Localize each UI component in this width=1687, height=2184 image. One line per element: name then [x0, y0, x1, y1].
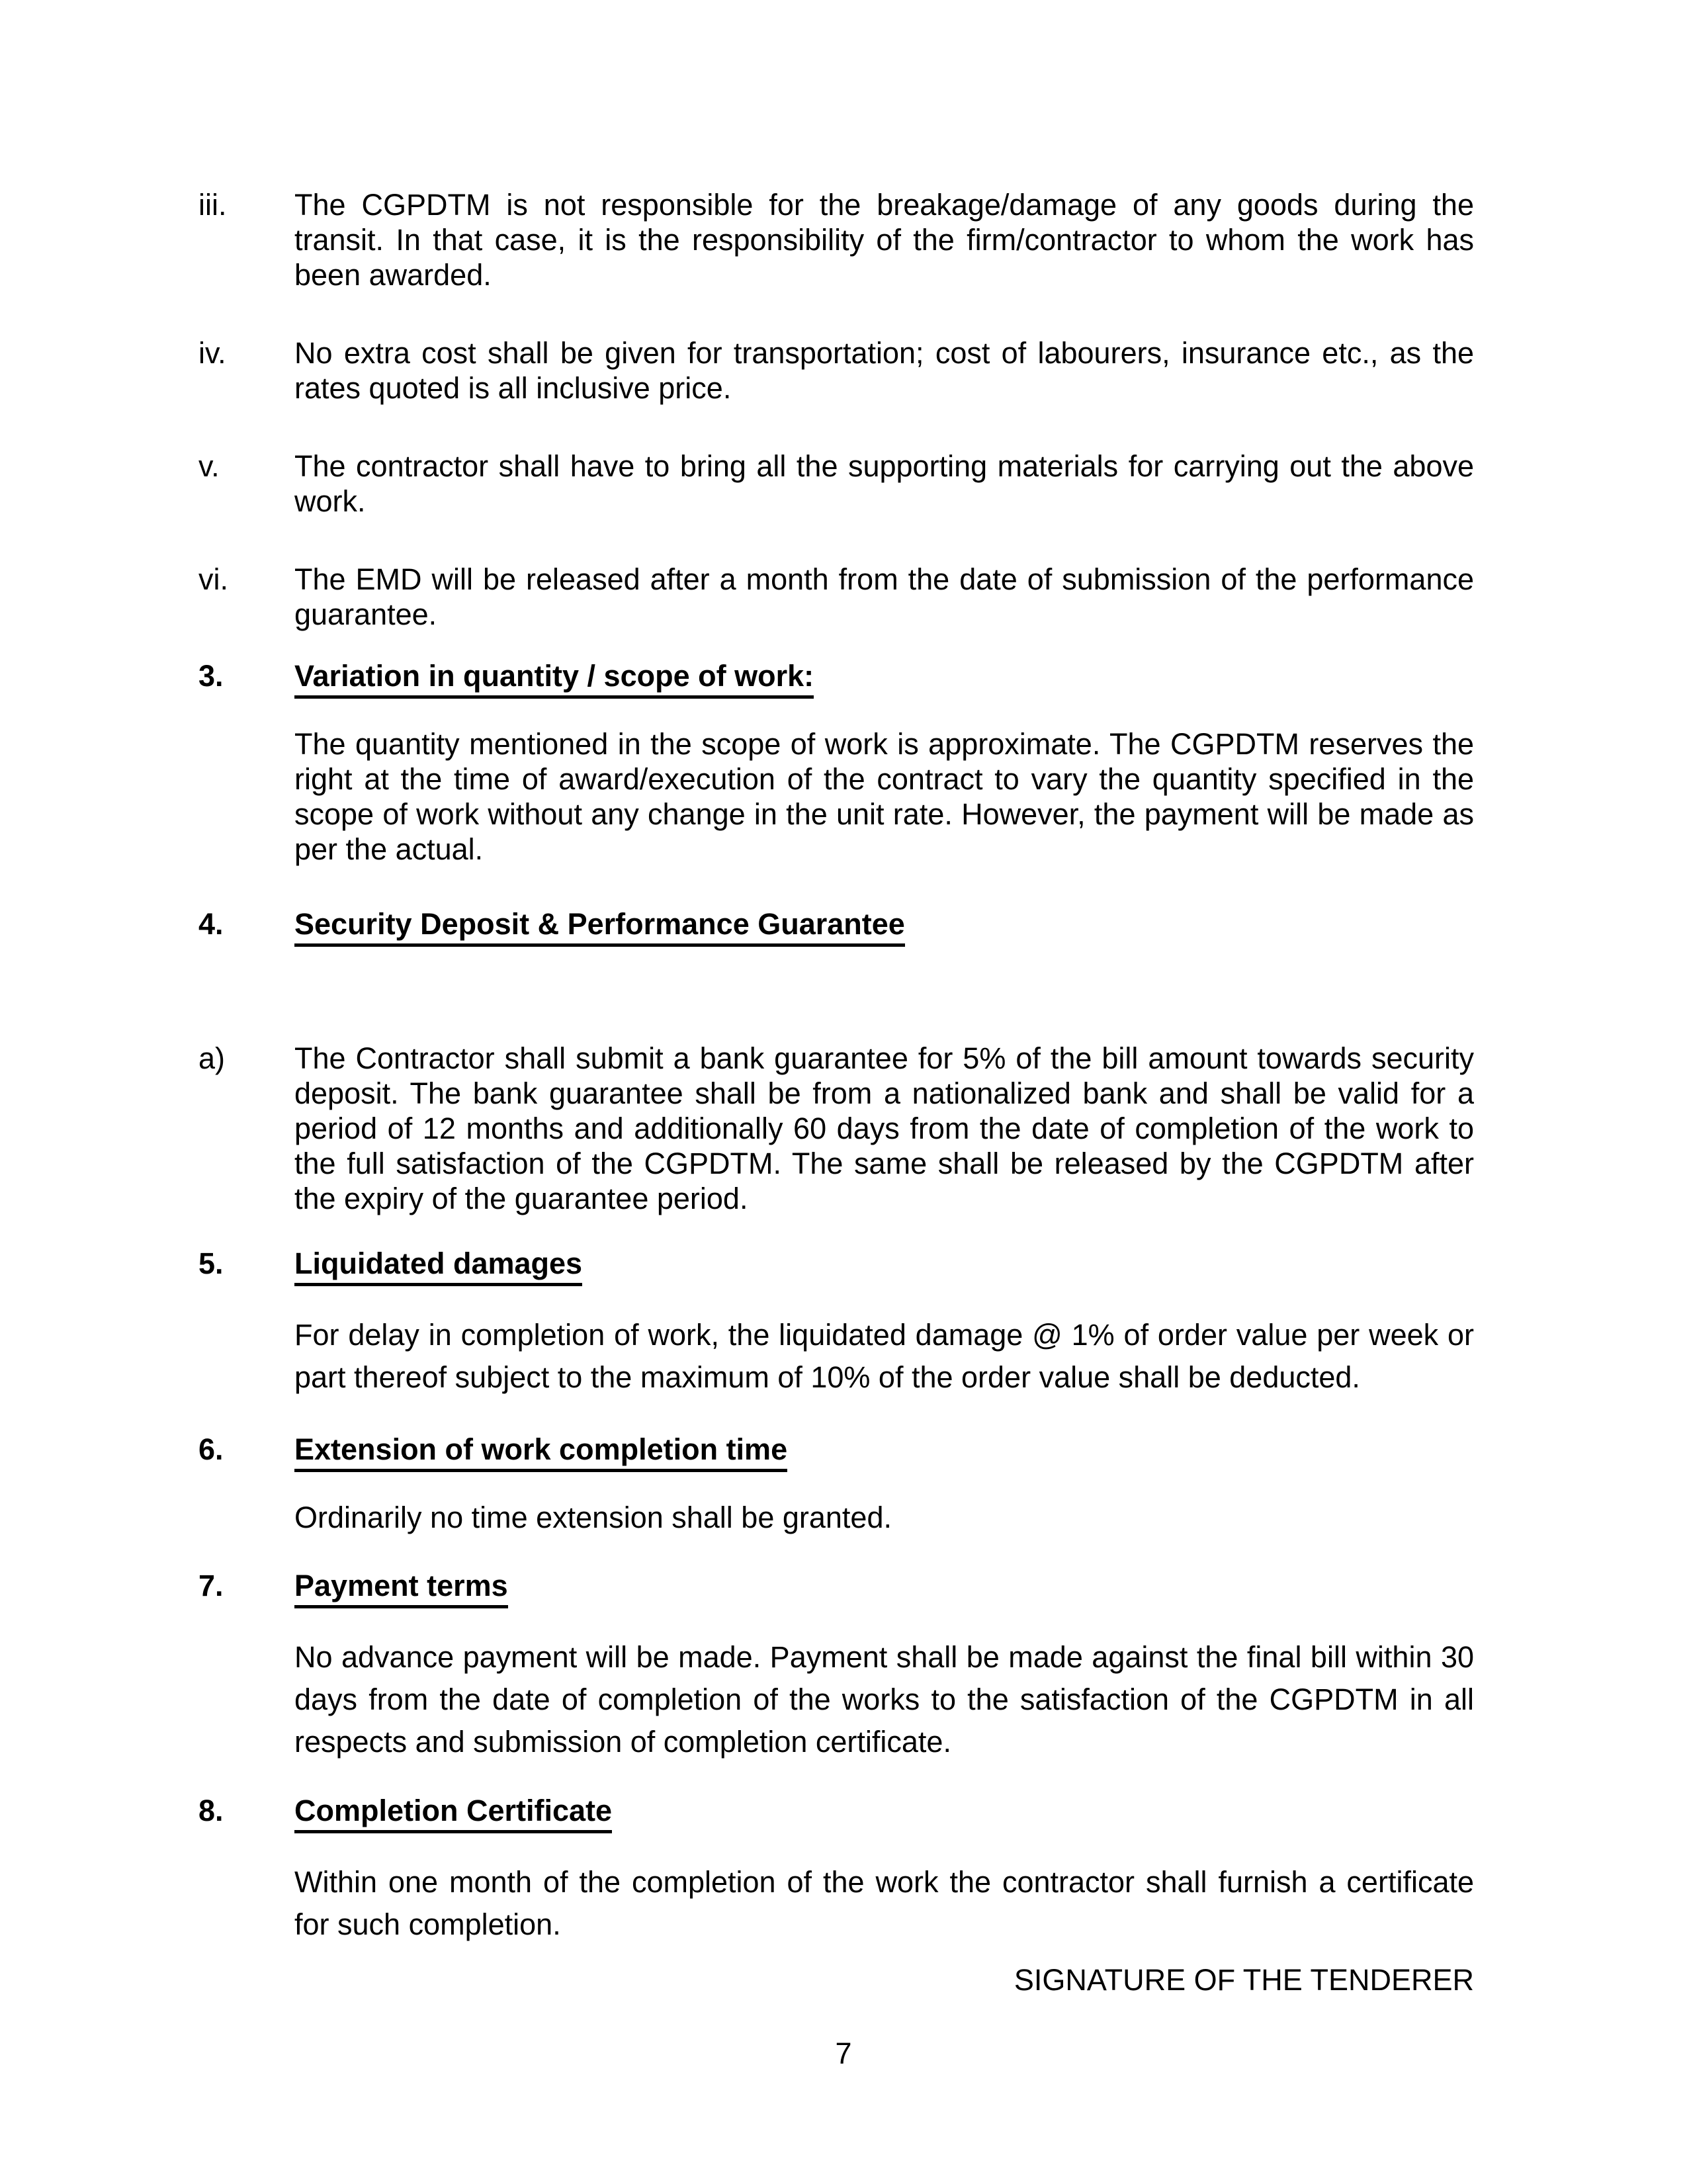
section-7-payment-terms: [198, 1568, 1474, 1763]
paragraph: The quantity mentioned in the scope of work is approximate. The CGPDTM reserves the right at the time of award/execution of the contract to vary the quantity specified in the scope of work without any change in the unit rate. However, the payment will be made as per the actual.: [294, 727, 1474, 866]
list-item-iv: [198, 335, 1474, 406]
paragraph: For delay in completion of work, the liquidated damage @ 1% of order value per week or part thereof subject to the maximum of 10% of the order value shall be deducted.: [294, 1318, 1474, 1394]
signature-line: SIGNATURE OF THE TENDERER: [1014, 1963, 1474, 1997]
section-4-security-deposit: [198, 906, 1474, 941]
paragraph: No advance payment will be made. Payment shall be made against the final bill within 30 days from the date of completion of the works to the satisfaction of the CGPDTM in all respects and submission of completion certificate.: [294, 1640, 1474, 1759]
section-heading-text: Completion Certificate: [294, 1794, 612, 1833]
paragraph: No extra cost shall be given for transportation; cost of labourers, insurance etc., as the rates quoted is all inclusive price.: [294, 336, 1474, 405]
list-marker: v.: [198, 449, 220, 483]
section-heading: [294, 658, 1474, 693]
section-heading: [294, 1432, 1474, 1467]
page-number: 7: [835, 2036, 852, 2070]
section-number: 3.: [198, 659, 224, 693]
section-heading: [294, 1246, 1474, 1281]
section-6-extension: [198, 1432, 1474, 1535]
section-heading-text: Liquidated damages: [294, 1246, 582, 1286]
section-number: 5.: [198, 1246, 224, 1280]
section-heading: [294, 1568, 1474, 1603]
section-number: 4.: [198, 907, 224, 941]
list-marker: a): [198, 1041, 226, 1075]
list-item-iii: [198, 187, 1474, 292]
paragraph: The CGPDTM is not responsible for the breakage/damage of any goods during the transit. In that case, it is the responsibility of the firm/contractor to whom the work has been awarded.: [294, 188, 1474, 292]
list-marker: iv.: [198, 336, 226, 370]
section-heading: [294, 1793, 1474, 1828]
section-heading-text: Variation in quantity / scope of work:: [294, 659, 814, 699]
section-heading-text: Security Deposit & Performance Guarantee: [294, 907, 905, 947]
section-number: 6.: [198, 1432, 224, 1466]
paragraph: Ordinarily no time extension shall be granted.: [294, 1501, 892, 1534]
list-marker: iii.: [198, 188, 227, 222]
paragraph: The contractor shall have to bring all the supporting materials for carrying out the above work.: [294, 449, 1474, 518]
list-item-a: [198, 1041, 1474, 1216]
section-number: 7.: [198, 1569, 224, 1602]
section-number: 8.: [198, 1794, 224, 1827]
list-item-vi: [198, 562, 1474, 632]
section-3-variation: [198, 658, 1474, 867]
paragraph: The Contractor shall submit a bank guarantee for 5% of the bill amount towards security deposit. The bank guarantee shall be from a nationalized bank and shall be valid for a period of 12 months and additionally 60 days from the date of completion of the work to the full satisfaction of the CGPDTM. The same shall be released by the CGPDTM after the expiry of the guarantee period.: [294, 1041, 1474, 1215]
section-heading: [294, 906, 1474, 941]
section-8-completion-certificate: [198, 1793, 1474, 1946]
list-item-v: [198, 449, 1474, 519]
list-marker: vi.: [198, 562, 228, 596]
section-5-liquidated-damages: [198, 1246, 1474, 1399]
section-heading-text: Extension of work completion time: [294, 1432, 787, 1472]
paragraph: Within one month of the completion of the work the contractor shall furnish a certificate for such completion.: [294, 1865, 1474, 1941]
paragraph: The EMD will be released after a month from the date of submission of the performance guarantee.: [294, 562, 1474, 631]
section-heading-text: Payment terms: [294, 1569, 508, 1608]
